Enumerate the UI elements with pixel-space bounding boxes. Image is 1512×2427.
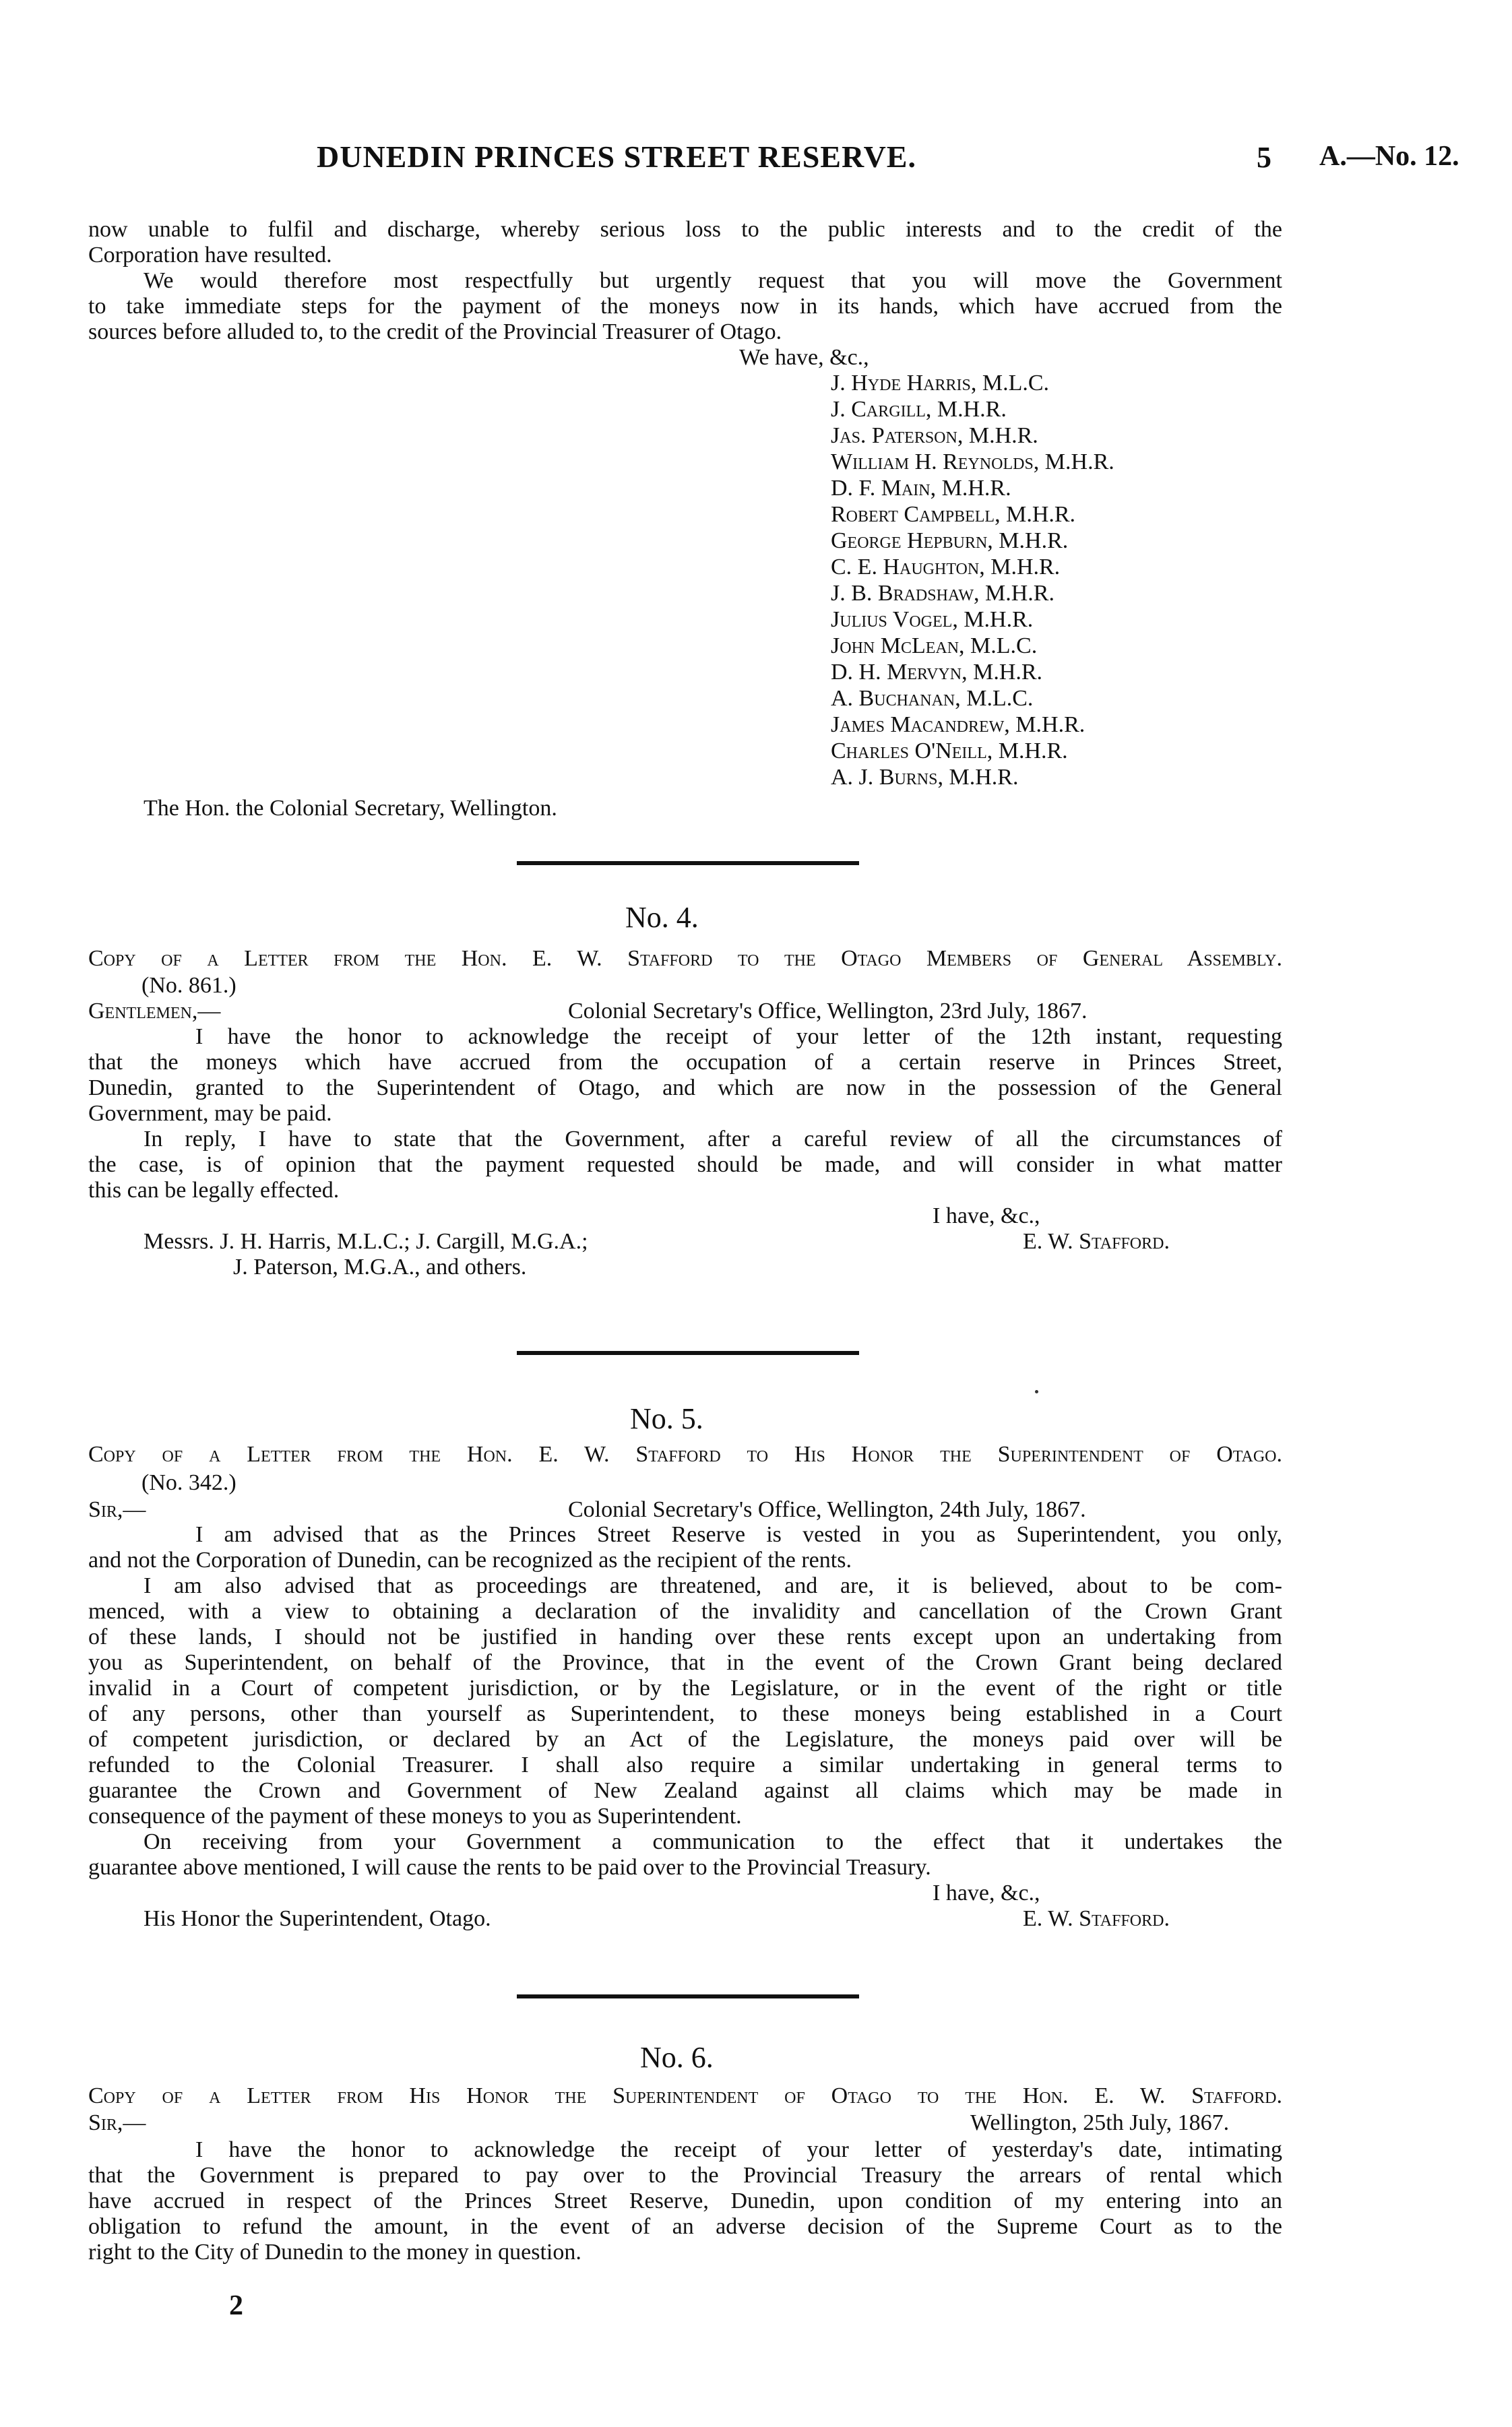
letter-caption: Copy of a Letter from the Hon. E. W. Stafford to the Otago Members of General Assembly. <box>88 946 1282 971</box>
letter-line: refunded to the Colonial Treasurer. I shall also require a similar undertaking in general terms to <box>88 1753 1282 1777</box>
letter-line: of any persons, other than yourself as Superintendent, to these moneys being established in a Court <box>88 1701 1282 1726</box>
salutation: Sir,— <box>88 1497 146 1522</box>
dateline: Colonial Secretary's Office, Wellington, 24th July, 1867. <box>568 1497 1086 1522</box>
letter-line: Dunedin, granted to the Superintendent of Otago, and which are now in the possession of the General <box>88 1075 1282 1100</box>
signatory: A. J. Burns, M.H.R. <box>831 765 1019 790</box>
letter-line: consequence of the payment of these moneys to you as Superintendent. <box>88 1804 742 1829</box>
letter-line: I have the honor to acknowledge the receipt of your letter of yesterday's date, intimating <box>195 2137 1282 2162</box>
letter-line: guarantee above mentioned, I will cause the rents to be paid over to the Provincial Treasury. <box>88 1855 931 1880</box>
signatory: Charles O'Neill, M.H.R. <box>831 738 1068 763</box>
signatory: John McLean, M.L.C. <box>831 633 1038 658</box>
letter-line: that the moneys which have accrued from the occupation of a certain reserve in Princes Street, <box>88 1050 1282 1075</box>
letter-line: I have the honor to acknowledge the receipt of your letter of the 12th instant, requesting <box>195 1024 1282 1049</box>
signature-folio: 2 <box>229 2290 243 2321</box>
letter-addressee: Messrs. J. H. Harris, M.L.C.; J. Cargill, M.G.A.; <box>144 1229 588 1254</box>
letter-line: menced, with a view to obtaining a declaration of the invalidity and cancellation of the Crown Grant <box>88 1599 1282 1624</box>
letter-caption: Copy of a Letter from His Honor the Superintendent of Otago to the Hon. E. W. Stafford. <box>88 2083 1282 2108</box>
letter-caption: Copy of a Letter from the Hon. E. W. Stafford to His Honor the Superintendent of Otago. <box>88 1442 1282 1467</box>
intro-line: We would therefore most respectfully but urgently request that you will move the Government <box>144 268 1282 293</box>
letter-line: of these lands, I should not be justified in handing over these rents except upon an undertaking from <box>88 1625 1282 1649</box>
signatory: C. E. Haughton, M.H.R. <box>831 555 1061 579</box>
section-divider <box>517 1351 859 1355</box>
letter-addressee: His Honor the Superintendent, Otago. <box>144 1906 491 1931</box>
letter-line: this can be legally effected. <box>88 1178 340 1203</box>
letter-addressee: J. Paterson, M.G.A., and others. <box>233 1255 527 1280</box>
letter-line: In reply, I have to state that the Government, after a careful review of all the circumstances of <box>144 1127 1282 1152</box>
intro-line: Corporation have resulted. <box>88 243 332 267</box>
letter-line: the case, is of opinion that the payment requested should be made, and will consider in what matter <box>88 1152 1282 1177</box>
signatory: J. Hyde Harris, M.L.C. <box>831 371 1050 396</box>
letter-closing: I have, &c., <box>933 1203 1040 1228</box>
signatory: J. B. Bradshaw, M.H.R. <box>831 581 1054 606</box>
letter-line: invalid in a Court of competent jurisdiction, or by the Legislature, or in the event of the right or title <box>88 1676 1282 1701</box>
letter-line: and not the Corporation of Dunedin, can be recognized as the recipient of the rents. <box>88 1548 852 1573</box>
section-divider <box>517 861 859 865</box>
signatory: Julius Vogel, M.H.R. <box>831 607 1034 632</box>
signatory: George Hepburn, M.H.R. <box>831 528 1069 553</box>
signatory: D. F. Main, M.H.R. <box>831 476 1011 501</box>
letter-line: guarantee the Crown and Government of New Zealand against all claims which may be made in <box>88 1778 1282 1803</box>
letter-ref: (No. 861.) <box>141 973 237 998</box>
signatory: A. Buchanan, M.L.C. <box>831 686 1034 711</box>
letter-line: On receiving from your Government a communication to the effect that it undertakes the <box>144 1829 1282 1854</box>
letter-heading: No. 6. <box>640 2041 714 2074</box>
letter-heading: No. 5. <box>630 1402 703 1435</box>
dateline: Wellington, 25th July, 1867. <box>970 2110 1230 2135</box>
print-speck <box>1035 1390 1038 1393</box>
salutation: Sir,— <box>88 2110 146 2135</box>
intro-line: sources before alluded to, to the credit of the Provincial Treasurer of Otago. <box>88 319 782 344</box>
signatory: Robert Campbell, M.H.R. <box>831 502 1076 527</box>
paper-reference: A.—No. 12. <box>1319 141 1459 172</box>
letter-signature: E. W. Stafford. <box>1023 1229 1170 1254</box>
letter-line: right to the City of Dunedin to the money in question. <box>88 2240 581 2265</box>
letter-line: obligation to refund the amount, in the event of an adverse decision of the Supreme Court as to the <box>88 2214 1282 2239</box>
dateline: Colonial Secretary's Office, Wellington, 23rd July, 1867. <box>568 999 1088 1023</box>
letter-line: I am also advised that as proceedings are threatened, and are, it is believed, about to be com- <box>144 1573 1282 1598</box>
intro-addressee: The Hon. the Colonial Secretary, Wellington. <box>144 796 557 821</box>
signatory: James Macandrew, M.H.R. <box>831 712 1085 737</box>
section-divider <box>517 1994 859 1998</box>
signatory: D. H. Mervyn, M.H.R. <box>831 660 1043 685</box>
intro-line: now unable to fulfil and discharge, whereby serious loss to the public interests and to the credit of the <box>88 217 1282 242</box>
salutation: Gentlemen,— <box>88 999 221 1023</box>
intro-line: to take immediate steps for the payment of the moneys now in its hands, which have accrued from the <box>88 294 1282 319</box>
page-number: 5 <box>1257 141 1271 174</box>
signatory: William H. Reynolds, M.H.R. <box>831 449 1114 474</box>
signatory: J. Cargill, M.H.R. <box>831 397 1007 422</box>
letter-line: have accrued in respect of the Princes Street Reserve, Dunedin, upon condition of my entering into an <box>88 2188 1282 2213</box>
intro-closing: We have, &c., <box>739 345 869 370</box>
letter-signature: E. W. Stafford. <box>1023 1906 1170 1931</box>
running-title: DUNEDIN PRINCES STREET RESERVE. <box>317 139 916 174</box>
letter-line: you as Superintendent, on behalf of the Province, that in the event of the Crown Grant being declared <box>88 1650 1282 1675</box>
letter-heading: No. 4. <box>625 901 699 934</box>
letter-line: I am advised that as the Princes Street Reserve is vested in you as Superintendent, you only, <box>195 1522 1282 1547</box>
letter-ref: (No. 342.) <box>141 1470 237 1495</box>
letter-line: that the Government is prepared to pay over to the Provincial Treasury the arrears of rental which <box>88 2163 1282 2188</box>
letter-line: Government, may be paid. <box>88 1101 332 1126</box>
signatory: Jas. Paterson, M.H.R. <box>831 423 1038 448</box>
letter-closing: I have, &c., <box>933 1881 1040 1905</box>
letter-line: of competent jurisdiction, or declared by an Act of the Legislature, the moneys paid over will be <box>88 1727 1282 1752</box>
